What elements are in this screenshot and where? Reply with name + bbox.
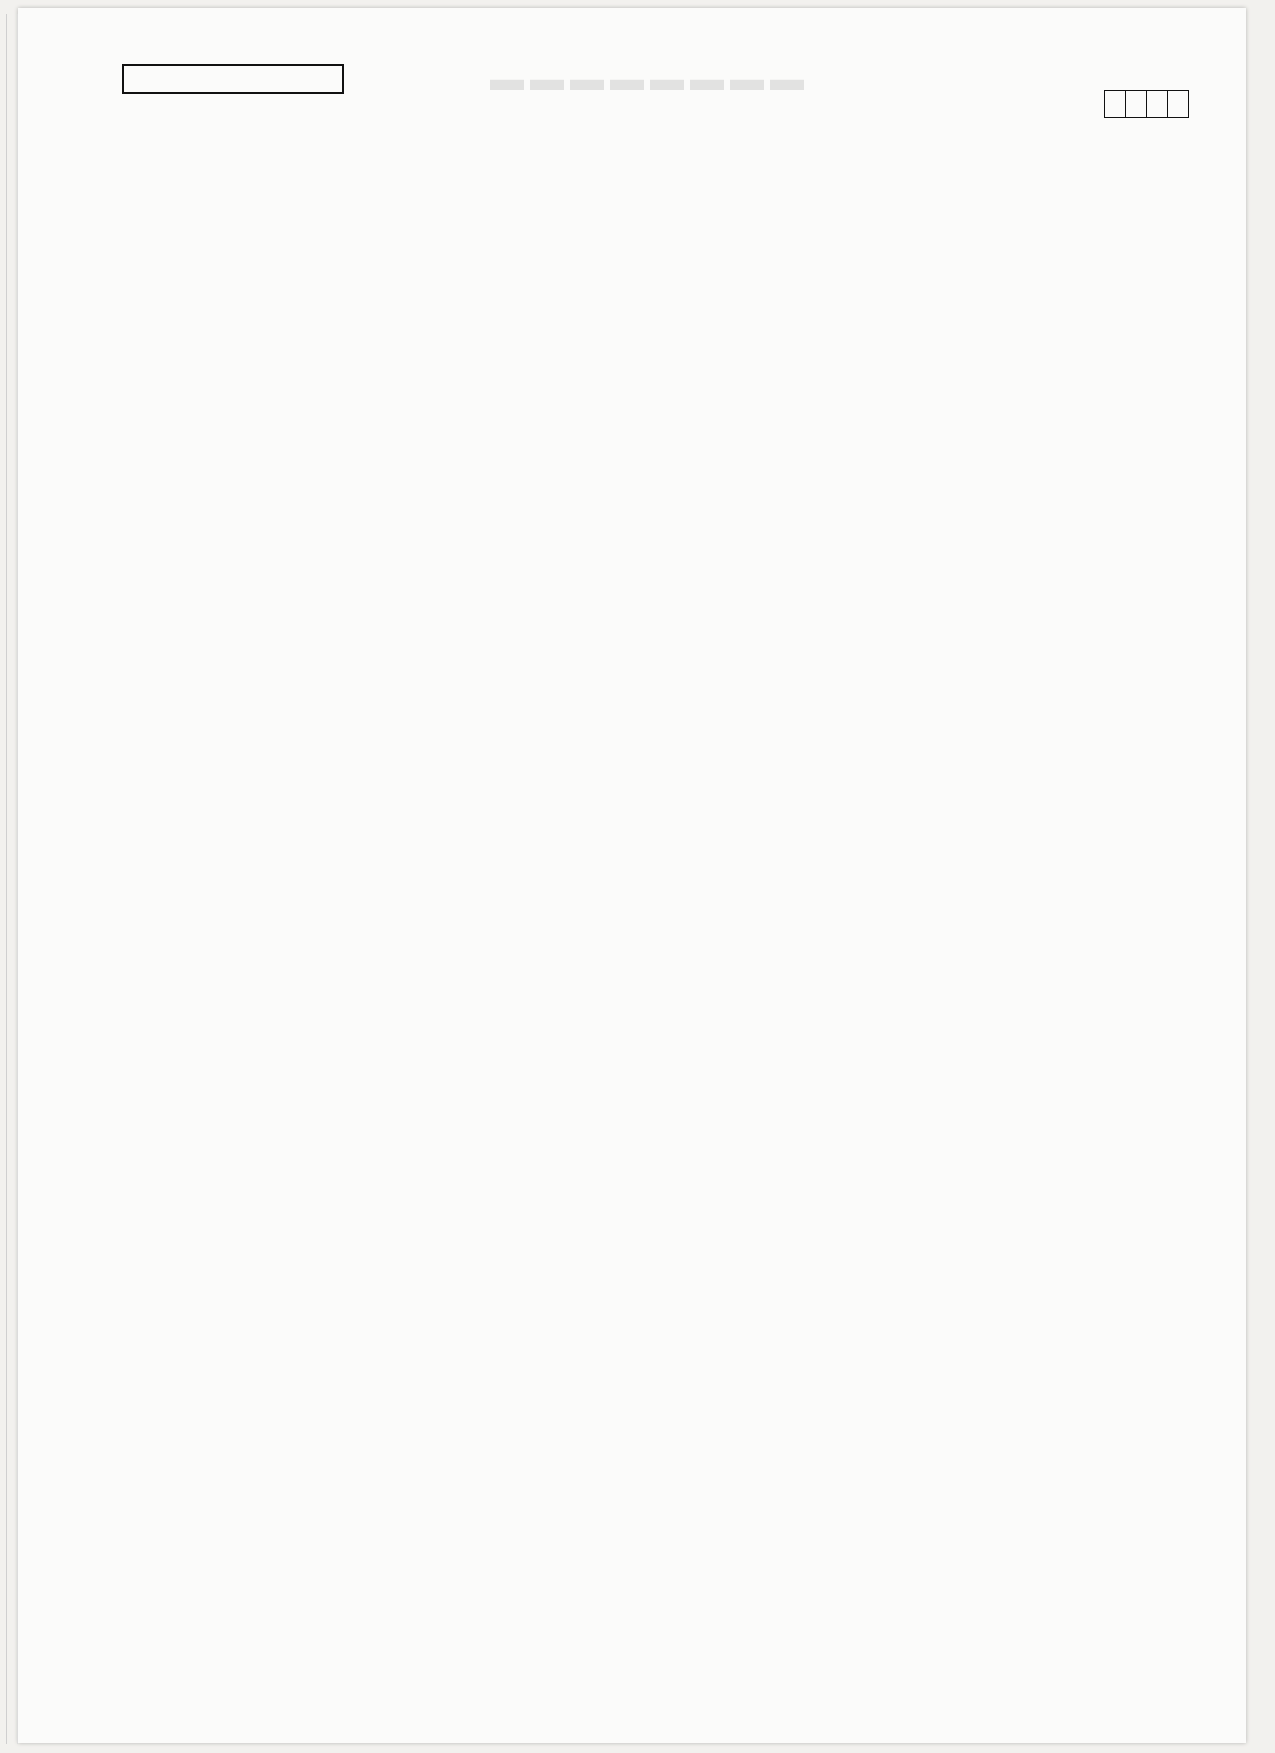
show-through-decoration: ▬▬▬▬▬▬▬▬: [490, 60, 810, 98]
